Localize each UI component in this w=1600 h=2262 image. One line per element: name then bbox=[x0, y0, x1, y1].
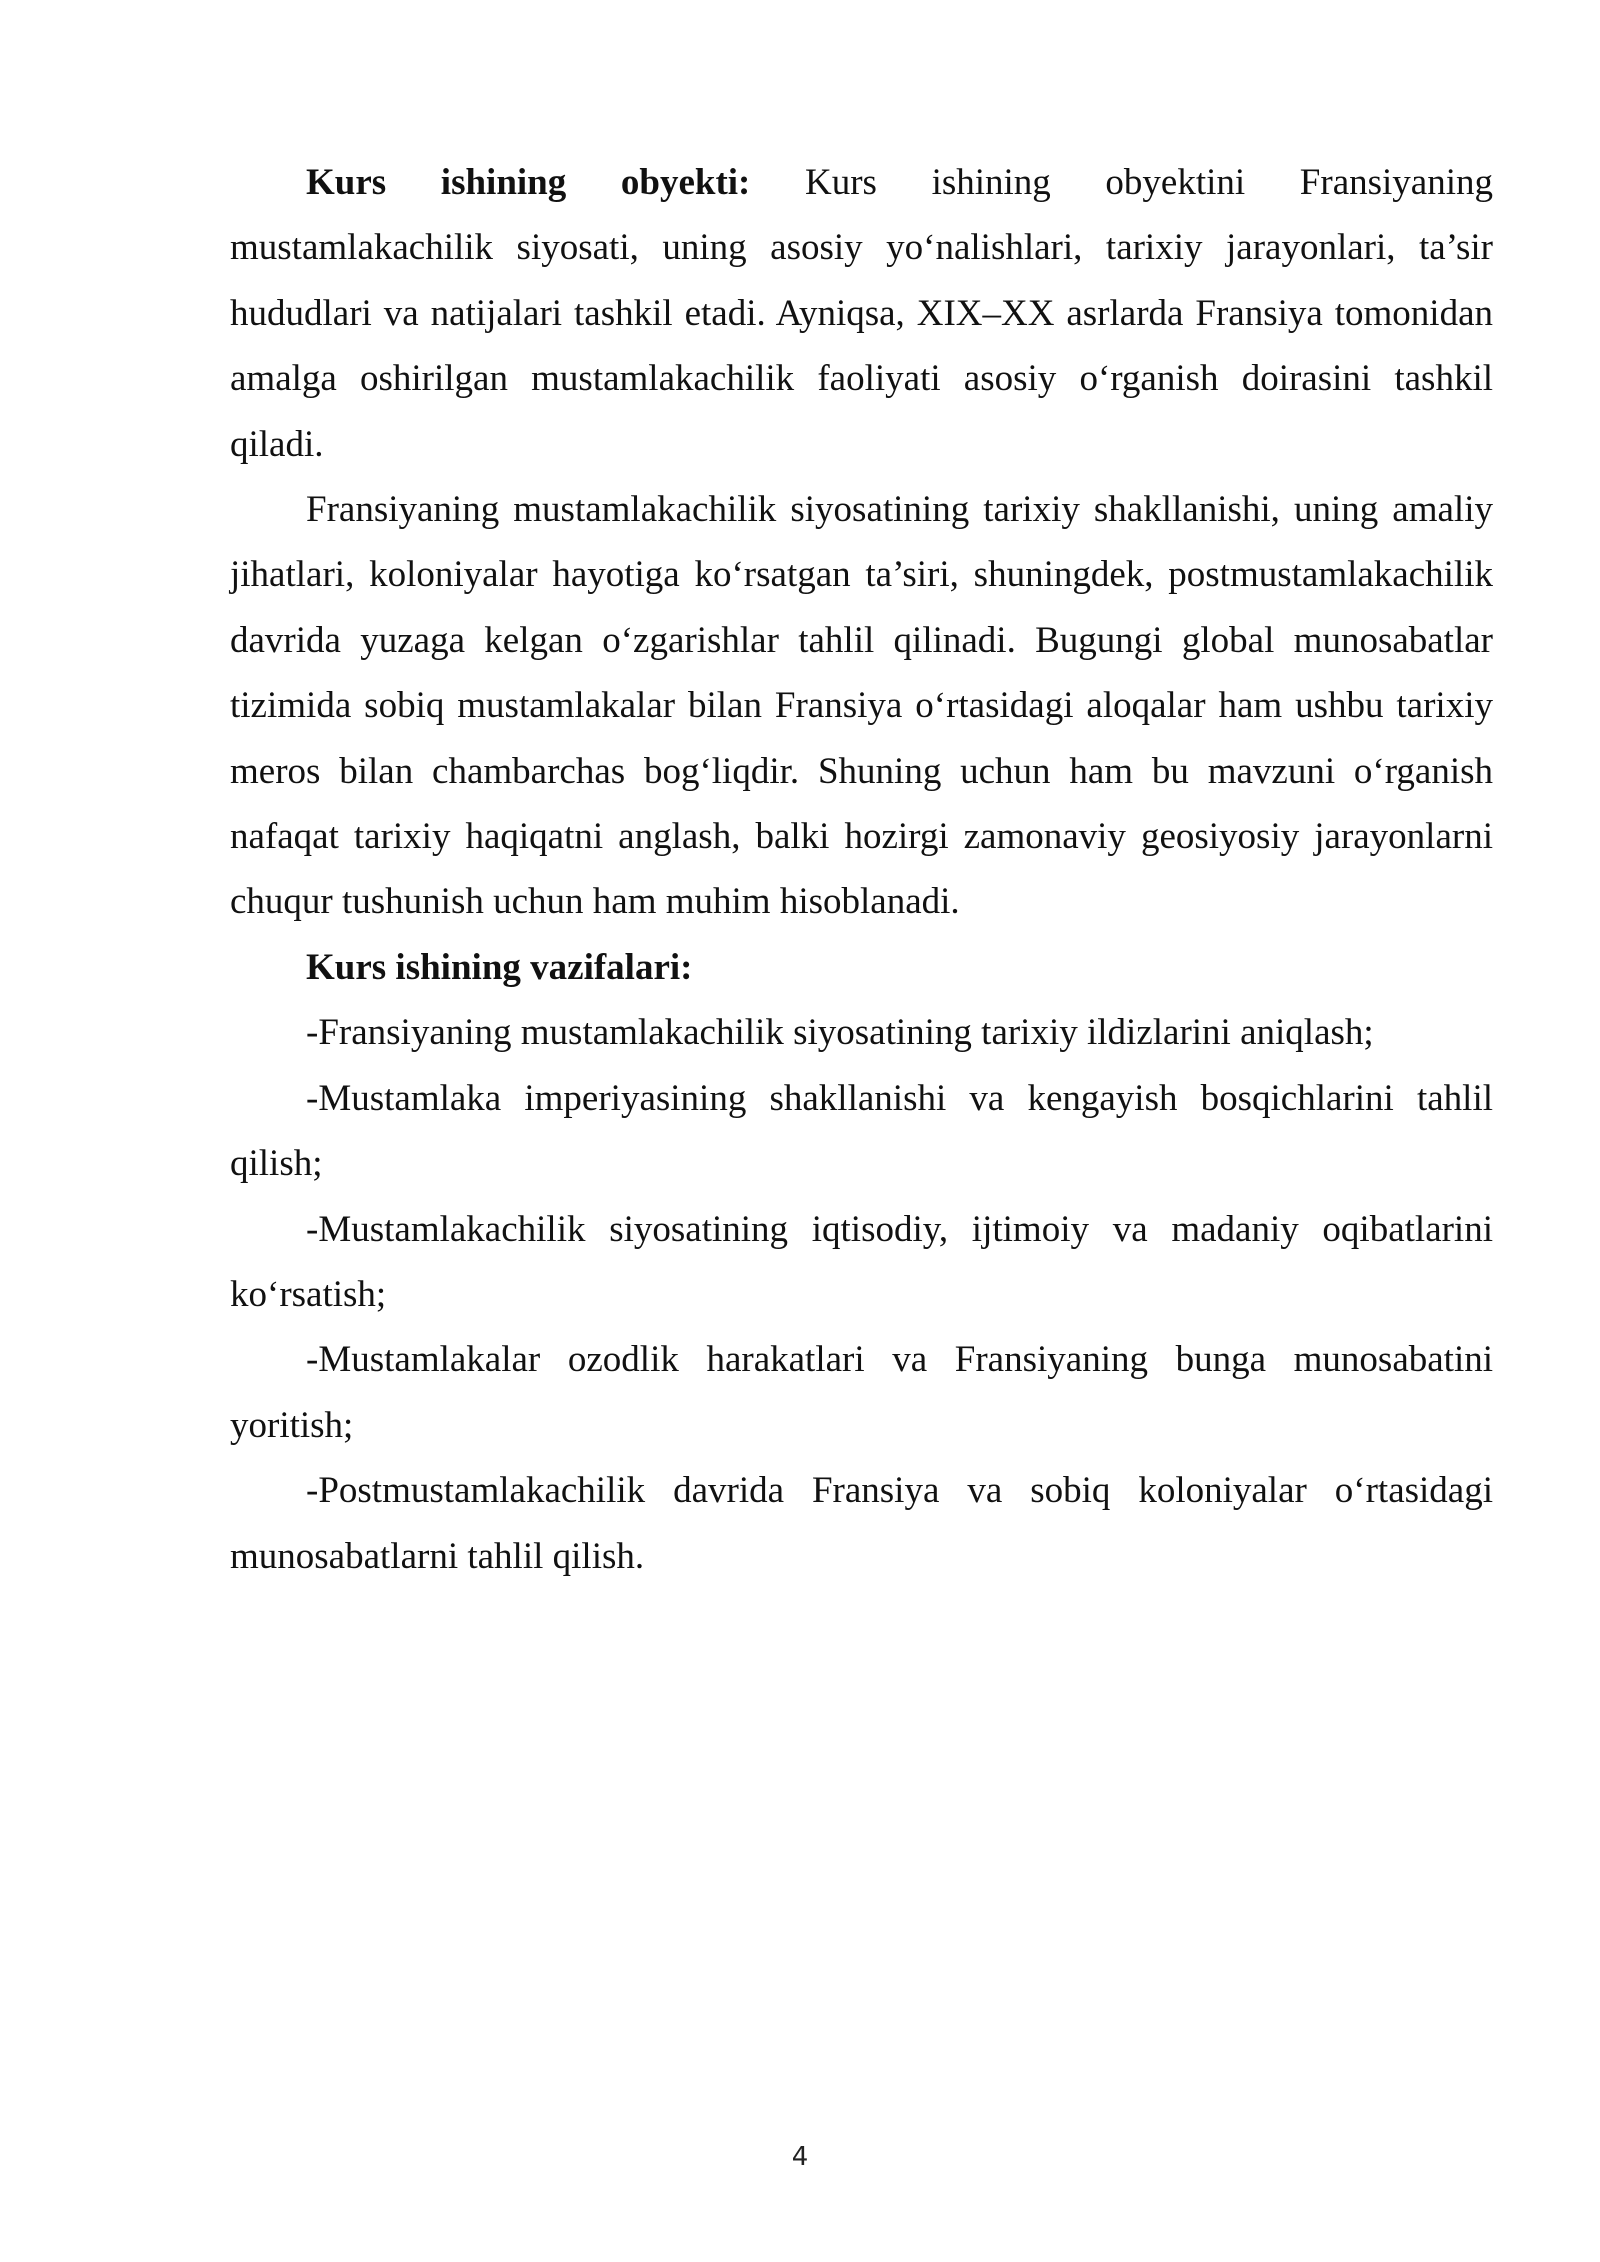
task-item: -Mustamlakachilik siyosatining iqtisodiy, ijtimoiy va madaniy oqibatlarini ko‘rsatish; bbox=[230, 1208, 1493, 1315]
page-number: 4 bbox=[791, 2142, 809, 2172]
task-item: -Mustamlaka imperiyasining shakllanishi va kengayish bosqichlarini tahlil qilish; bbox=[230, 1077, 1493, 1185]
tasks-heading: Kurs ishining vazifalari: bbox=[306, 946, 693, 988]
task-item: -Postmustamlakachilik davrida Fransiya va sobiq koloniyalar o‘rtasidagi munosabatlarni tahlil qilish. bbox=[230, 1470, 1493, 1577]
object-text: Kurs ishining obyektini Fransiyaning mustamlakachilik siyosati, uning asosiy yo‘nalishlari, tarixiy jarayonlari, ta’sir hududlari va natijalari tashkil etadi. Ayniqsa, XIX–XX asrlarda Fransiya tomonidan amalga oshirilgan mustamlakachilik faoliyati asosiy o‘rganish doirasini tashkil qiladi. bbox=[230, 162, 1494, 465]
task-item: -Mustamlakalar ozodlik harakatlari va Fransiyaning bunga munosabatini yoritish; bbox=[230, 1339, 1493, 1446]
task-item: -Fransiyaning mustamlakachilik siyosatining tarixiy ildizlarini aniqlash; bbox=[306, 1012, 1374, 1054]
body-paragraph: Fransiyaning mustamlakachilik siyosatining tarixiy shakllanishi, uning amaliy jihatlari, koloniyalar hayotiga ko‘rsatgan ta’siri, shuningdek, postmustamlakachilik davrida yuzaga kelgan o‘zgarishlar tahlil qilinadi. Bugungi global munosabatlar tizimida sobiq mustamlakalar bilan Fransiya o‘rtasidagi aloqalar ham ushbu tarixiy meros bilan chambarchas bog‘liqdir. Shuning uchun ham bu mavzuni o‘rganish nafaqat tarixiy haqiqatni anglash, balki hozirgi zamonaviy geosiyosiy jarayonlarni chuqur tushunish uchun ham muhim hisoblanadi. bbox=[230, 489, 1493, 923]
object-paragraph bbox=[230, 150, 1493, 477]
object-label: Kurs ishining obyekti: bbox=[306, 162, 751, 203]
page-body bbox=[230, 150, 1493, 1589]
